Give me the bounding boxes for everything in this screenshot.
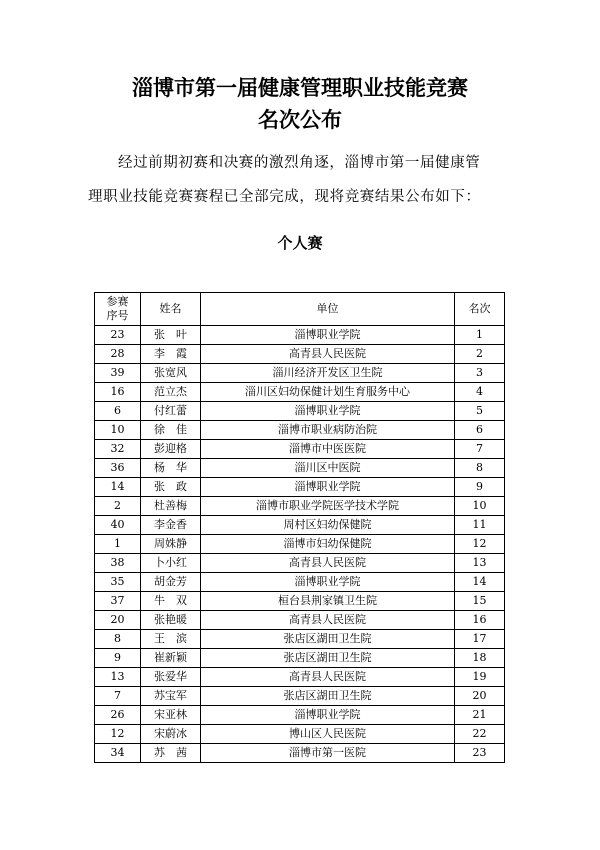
cell-unit: 淄博职业学院 (201, 478, 455, 497)
cell-name: 范立杰 (141, 383, 201, 402)
cell-rank: 20 (455, 687, 505, 706)
results-table-body (95, 326, 505, 763)
table-row (95, 592, 505, 611)
cell-entry-number: 13 (95, 668, 141, 687)
cell-name: 李金香 (141, 516, 201, 535)
table-row (95, 535, 505, 554)
cell-rank: 14 (455, 573, 505, 592)
cell-name: 王 滨 (141, 630, 201, 649)
results-table (94, 292, 505, 763)
cell-entry-number: 38 (95, 554, 141, 573)
table-row (95, 725, 505, 744)
table-row (95, 364, 505, 383)
section-title: 个人赛 (277, 234, 323, 252)
cell-name: 宋蔚冰 (141, 725, 201, 744)
cell-entry-number: 32 (95, 440, 141, 459)
table-row (95, 573, 505, 592)
cell-name: 胡金芳 (141, 573, 201, 592)
cell-name: 张宽风 (141, 364, 201, 383)
cell-rank: 12 (455, 535, 505, 554)
cell-name: 张 政 (141, 478, 201, 497)
cell-name: 苏 茜 (141, 744, 201, 763)
cell-rank: 23 (455, 744, 505, 763)
cell-unit: 淄博市职业病防治院 (201, 421, 455, 440)
cell-rank: 1 (455, 326, 505, 345)
cell-name: 卜小红 (141, 554, 201, 573)
table-row (95, 706, 505, 725)
cell-unit: 淄博市第一医院 (201, 744, 455, 763)
cell-unit: 高青县人民医院 (201, 345, 455, 364)
cell-entry-number: 10 (95, 421, 141, 440)
cell-entry-number: 6 (95, 402, 141, 421)
cell-unit: 淄博职业学院 (201, 402, 455, 421)
table-row (95, 326, 505, 345)
cell-name: 周姝静 (141, 535, 201, 554)
cell-entry-number: 36 (95, 459, 141, 478)
table-row (95, 402, 505, 421)
table-row (95, 478, 505, 497)
cell-unit: 桓台县荆家镇卫生院 (201, 592, 455, 611)
document-title-subline: 名次公布 (258, 108, 342, 132)
cell-entry-number: 14 (95, 478, 141, 497)
cell-rank: 10 (455, 497, 505, 516)
cell-entry-number: 7 (95, 687, 141, 706)
cell-entry-number: 40 (95, 516, 141, 535)
cell-rank: 13 (455, 554, 505, 573)
cell-rank: 8 (455, 459, 505, 478)
cell-unit: 淄博市妇幼保健院 (201, 535, 455, 554)
cell-unit: 张店区湖田卫生院 (201, 687, 455, 706)
cell-unit: 淄博职业学院 (201, 706, 455, 725)
cell-entry-number: 34 (95, 744, 141, 763)
cell-rank: 3 (455, 364, 505, 383)
cell-rank: 18 (455, 649, 505, 668)
cell-unit: 周村区妇幼保健院 (201, 516, 455, 535)
cell-name: 杨 华 (141, 459, 201, 478)
cell-name: 张爱华 (141, 668, 201, 687)
cell-unit: 博山区人民医院 (201, 725, 455, 744)
cell-name: 张艳暖 (141, 611, 201, 630)
table-row (95, 516, 505, 535)
document-title: 淄博市第一届健康管理职业技能竞赛 (132, 76, 468, 100)
table-row (95, 611, 505, 630)
cell-entry-number: 37 (95, 592, 141, 611)
table-row (95, 630, 505, 649)
cell-unit: 高青县人民医院 (201, 611, 455, 630)
cell-entry-number: 35 (95, 573, 141, 592)
cell-entry-number: 9 (95, 649, 141, 668)
cell-unit: 淄博市中医医院 (201, 440, 455, 459)
cell-rank: 17 (455, 630, 505, 649)
cell-unit: 淄川经济开发区卫生院 (201, 364, 455, 383)
cell-name: 宋亚林 (141, 706, 201, 725)
table-row (95, 459, 505, 478)
cell-rank: 4 (455, 383, 505, 402)
cell-entry-number: 16 (95, 383, 141, 402)
table-row (95, 345, 505, 364)
table-row (95, 383, 505, 402)
table-row (95, 649, 505, 668)
cell-name: 付红蕾 (141, 402, 201, 421)
cell-rank: 22 (455, 725, 505, 744)
cell-unit: 高青县人民医院 (201, 668, 455, 687)
cell-rank: 9 (455, 478, 505, 497)
cell-unit: 淄博职业学院 (201, 573, 455, 592)
cell-rank: 2 (455, 345, 505, 364)
cell-name: 彭迎格 (141, 440, 201, 459)
cell-name: 徐 佳 (141, 421, 201, 440)
table-header-row (95, 293, 505, 326)
cell-unit: 淄川区中医院 (201, 459, 455, 478)
cell-name: 杜善梅 (141, 497, 201, 516)
table-row (95, 687, 505, 706)
cell-unit: 高青县人民医院 (201, 554, 455, 573)
cell-rank: 7 (455, 440, 505, 459)
cell-entry-number: 2 (95, 497, 141, 516)
cell-name: 李 霞 (141, 345, 201, 364)
cell-entry-number: 39 (95, 364, 141, 383)
table-row (95, 440, 505, 459)
cell-rank: 11 (455, 516, 505, 535)
cell-name: 牛 双 (141, 592, 201, 611)
intro-paragraph-line-2: 理职业技能竞赛赛程已全部完成，现将竞赛结果公布如下： (88, 189, 481, 205)
cell-name: 张 叶 (141, 326, 201, 345)
cell-unit: 淄博市职业学院医学技术学院 (201, 497, 455, 516)
cell-unit: 张店区湖田卫生院 (201, 630, 455, 649)
table-row (95, 497, 505, 516)
cell-unit: 张店区湖田卫生院 (201, 649, 455, 668)
cell-entry-number: 8 (95, 630, 141, 649)
cell-rank: 6 (455, 421, 505, 440)
cell-entry-number: 1 (95, 535, 141, 554)
header-rank: 名次 (455, 293, 505, 326)
table-row (95, 421, 505, 440)
cell-entry-number: 20 (95, 611, 141, 630)
cell-rank: 16 (455, 611, 505, 630)
cell-rank: 5 (455, 402, 505, 421)
cell-rank: 21 (455, 706, 505, 725)
cell-unit: 淄博职业学院 (201, 326, 455, 345)
cell-unit: 淄川区妇幼保健计划生育服务中心 (201, 383, 455, 402)
cell-entry-number: 26 (95, 706, 141, 725)
cell-entry-number: 28 (95, 345, 141, 364)
cell-entry-number: 23 (95, 326, 141, 345)
table-row (95, 744, 505, 763)
intro-paragraph-line-1: 经过前期初赛和决赛的激烈角逐，淄博市第一届健康管 (118, 155, 481, 171)
cell-name: 苏宝军 (141, 687, 201, 706)
cell-rank: 15 (455, 592, 505, 611)
cell-name: 崔新颖 (141, 649, 201, 668)
header-unit: 单位 (201, 293, 455, 326)
cell-entry-number: 12 (95, 725, 141, 744)
table-row (95, 668, 505, 687)
header-name: 姓名 (141, 293, 201, 326)
header-entry-number: 参赛 序号 (95, 293, 141, 326)
cell-rank: 19 (455, 668, 505, 687)
table-row (95, 554, 505, 573)
